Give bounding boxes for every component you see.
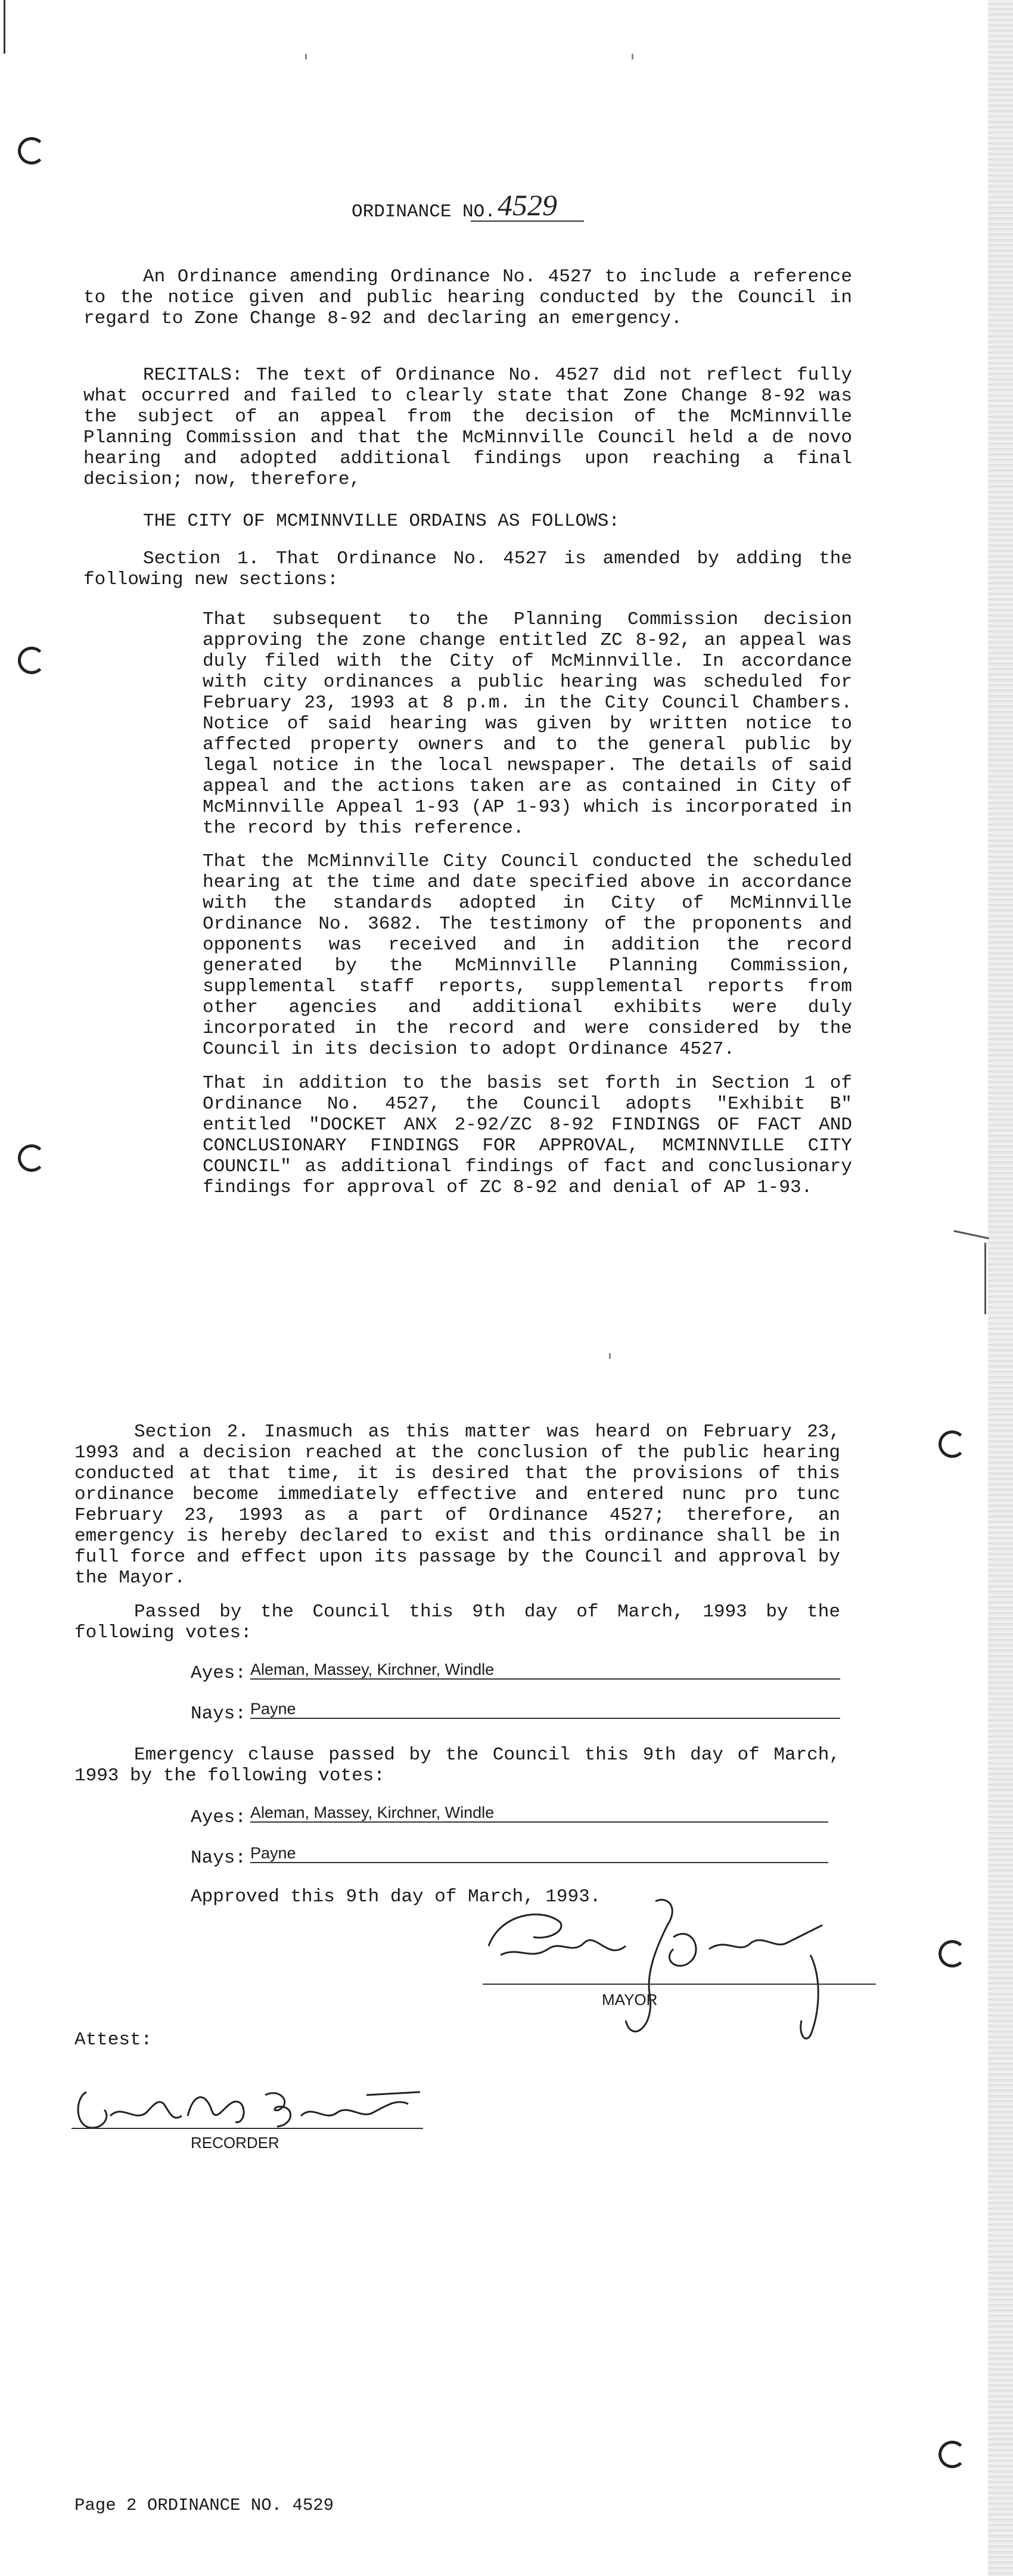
punch-hole bbox=[18, 647, 45, 674]
mayor-signature-line bbox=[483, 1984, 876, 1985]
recorder-label: RECORDER bbox=[191, 2134, 279, 2152]
attest-label: Attest: bbox=[74, 2029, 153, 2050]
ayes-value: Aleman, Massey, Kirchner, Windle bbox=[250, 1804, 828, 1823]
section1-paragraph: That in addition to the basis set forth in Section 1 of Ordinance No. 4527, the Council adopts "Exhibit B" entitled "DOCKET ANX 2-92/ZC 8-92 FINDINGS OF FACT AND CONCLUSIONARY FINDINGS FOR APPROVAL, MCMINNVILLE CITY COUNCIL" as additional findings of fact and conclusionary findings for approval of ZC 8-92 and denial of AP 1-93. bbox=[203, 1073, 852, 1198]
scan-speck bbox=[632, 54, 633, 60]
scan-mark bbox=[4, 0, 5, 54]
ordains-heading: THE CITY OF MCMINNVILLE ORDAINS AS FOLLOWS: bbox=[143, 511, 620, 532]
punch-hole bbox=[18, 1144, 45, 1172]
punch-hole bbox=[939, 1430, 966, 1458]
nays-label: Nays: bbox=[191, 1703, 247, 1724]
ayes-label: Ayes: bbox=[191, 1663, 247, 1684]
punch-hole bbox=[939, 2441, 966, 2468]
mayor-signature bbox=[477, 1889, 858, 2050]
section1-paragraph: That subsequent to the Planning Commission decision approving the zone change entitled ZC 8-92, an appeal was duly filed with the City of McMinnville. In accordance with city ordinances a public hearing was scheduled for February 23, 1993 at 8 p.m. in the City Council Chambers. Notice of said hearing was given by written notice to affected property owners and to the general public by legal notice in the local newspaper. The details of said appeal and the actions taken are as contained in City of McMinnville Appeal 1-93 (AP 1-93) which is incorporated in the record by this reference. bbox=[203, 609, 852, 839]
nays-label: Nays: bbox=[191, 1848, 247, 1869]
recorder-signature-line bbox=[72, 2128, 423, 2129]
page-fold bbox=[984, 1243, 986, 1314]
nays-value: Payne bbox=[250, 1844, 828, 1863]
section2: Section 2. Inasmuch as this matter was heard on February 23, 1993 and a decision reached at the conclusion of the public hearing conducted at that time, it is desired that the provisions of this ordinance become immediately effective and entered nunc pro tunc February 23, 1993 as a part of Ordinance 4527; therefore, an emergency is hereby declared to exist and this ordinance shall be in full force and effect upon its passage by the Council and approval by the Mayor. bbox=[74, 1422, 840, 1588]
passed-statement: Passed by the Council this 9th day of March, 1993 by the following votes: bbox=[74, 1602, 840, 1643]
scan-speck bbox=[609, 1353, 611, 1359]
nays-value: Payne bbox=[250, 1700, 840, 1719]
emergency-statement: Emergency clause passed by the Council this 9th day of March, 1993 by the following votes: bbox=[74, 1745, 840, 1786]
mayor-label: MAYOR bbox=[602, 1991, 658, 2009]
ordinance-number: 4529 bbox=[471, 190, 584, 222]
recitals: RECITALS: The text of Ordinance No. 4527 did not reflect fully what occurred and failed to clearly state that Zone Change 8-92 was the subject of an appeal from the decision of the McMinnville Planning Commission and that the McMinnville Council held a de novo hearing and adopted additional findings upon reaching a final decision; now, therefore, bbox=[83, 365, 852, 490]
preamble: An Ordinance amending Ordinance No. 4527 to include a reference to the notice given and public hearing conducted by the Council in regard to Zone Change 8-92 and declaring an emergency. bbox=[83, 266, 852, 329]
page-footer: Page 2 ORDINANCE NO. 4529 bbox=[74, 2496, 334, 2515]
scan-edge bbox=[988, 0, 1013, 2576]
ayes-label: Ayes: bbox=[191, 1807, 247, 1828]
approved-statement: Approved this 9th day of March, 1993. bbox=[191, 1886, 601, 1907]
ordinance-title: ORDINANCE NO. bbox=[352, 201, 496, 222]
ayes-value: Aleman, Massey, Kirchner, Windle bbox=[250, 1661, 840, 1680]
scan-speck bbox=[305, 54, 307, 60]
page-fold bbox=[953, 1230, 989, 1239]
section1-paragraph: That the McMinnville City Council conducted the scheduled hearing at the time and date specified above in accordance with the standards adopted in City of McMinnville Ordinance No. 3682. The testimony of the proponents and opponents was received and in addition the record generated by the McMinnville Planning Commission, supplemental staff reports, supplemental reports from other agencies and additional exhibits were duly incorporated in the record and were considered by the Council in its decision to adopt Ordinance 4527. bbox=[203, 851, 852, 1060]
section1-intro: Section 1. That Ordinance No. 4527 is amended by adding the following new sections: bbox=[83, 548, 852, 590]
punch-hole bbox=[939, 1940, 966, 1967]
punch-hole bbox=[18, 137, 45, 165]
